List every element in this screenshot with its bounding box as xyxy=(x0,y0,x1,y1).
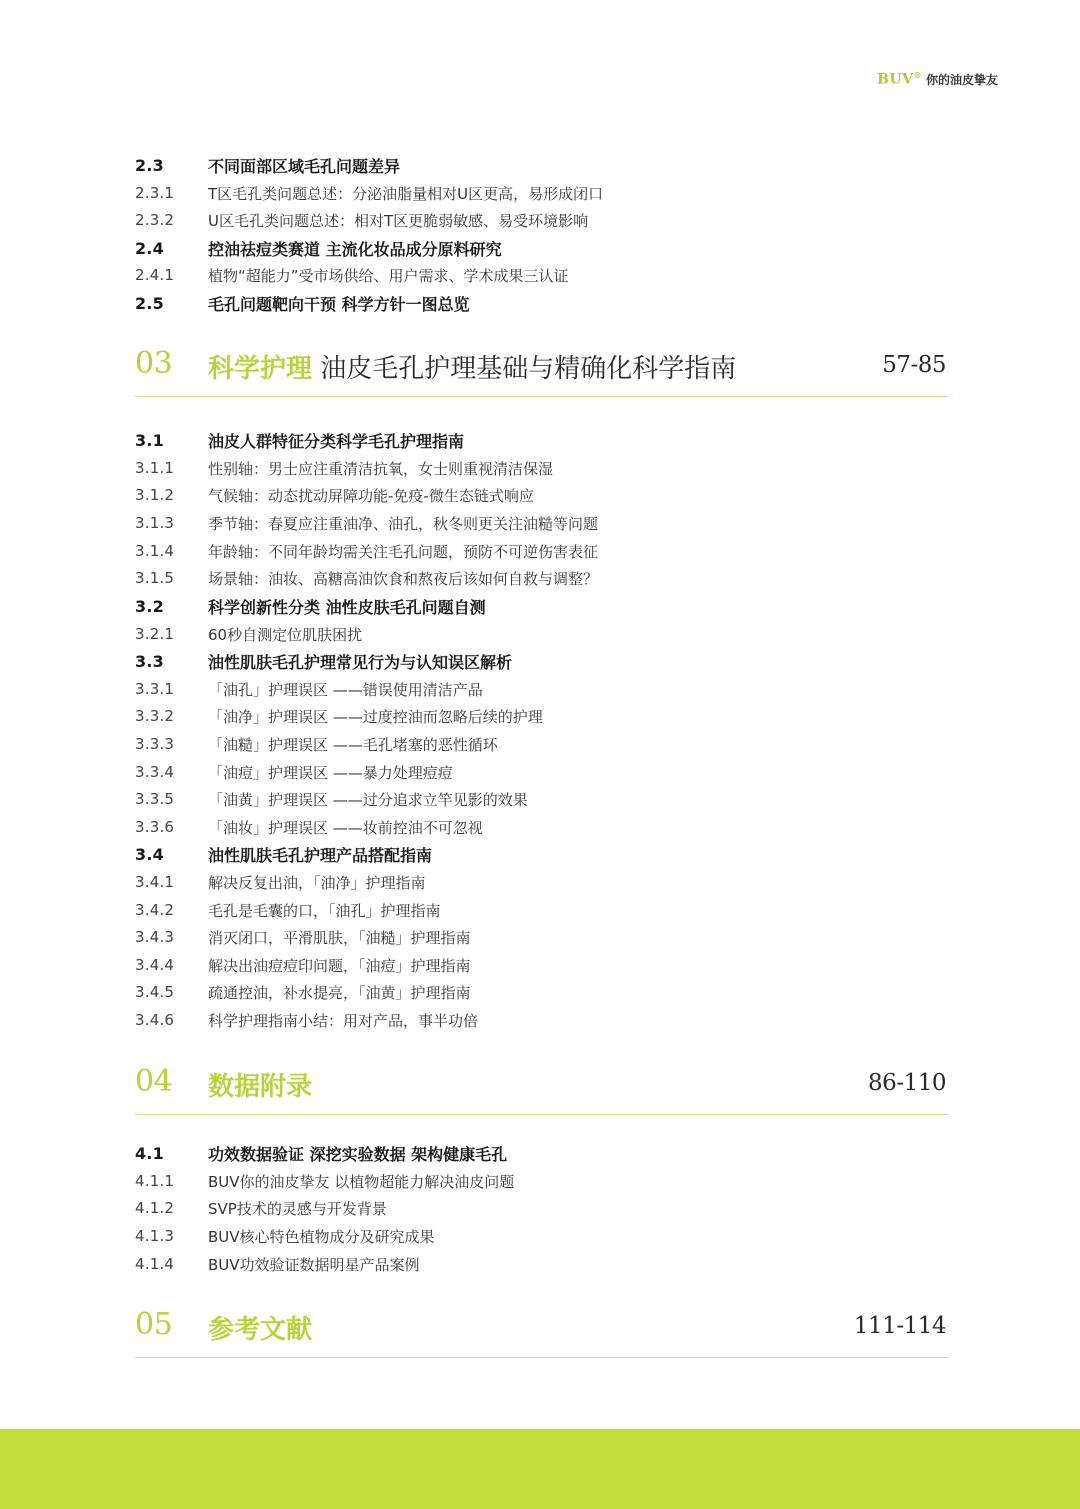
toc-subsection-title: 60秒自测定位肌肤困扰 xyxy=(208,625,363,644)
toc-section-title: 油皮人群特征分类科学毛孔护理指南 xyxy=(208,431,465,451)
chapter-heading-03 xyxy=(135,346,948,397)
toc-subsection xyxy=(135,620,362,648)
toc-subsection-title: 场景轴：油妆、高糖高油饮食和熬夜后该如何自救与调整？ xyxy=(208,569,599,588)
toc-subsection-number: 3.4.3 xyxy=(135,928,175,946)
toc-subsection-number: 3.4.6 xyxy=(135,1011,175,1029)
toc-subsection-title: 「油痘」护理误区 ——暴力处理痘痘 xyxy=(208,763,453,782)
toc-section-title: 油性肌肤毛孔护理产品搭配指南 xyxy=(208,845,433,865)
toc-subsection-title: BUV你的油皮挚友 以植物超能力解决油皮问题 xyxy=(208,1172,515,1191)
toc-subsection-number: 3.4.2 xyxy=(135,901,175,919)
chapter-page-range: 86-110 xyxy=(868,1070,946,1096)
toc-subsection xyxy=(135,730,498,758)
toc-subsection-title: 季节轴：春夏应注重油净、油孔，秋冬则更关注油糙等问题 xyxy=(208,514,599,533)
toc-section-title: 油性肌肤毛孔护理常见行为与认知误区解析 xyxy=(208,652,513,672)
toc-subsection xyxy=(135,454,553,482)
toc-subsection xyxy=(135,813,483,841)
toc-section-number: 4.1 xyxy=(135,1143,164,1163)
toc-subsection xyxy=(135,1222,435,1250)
toc-section xyxy=(135,647,512,675)
chapter-title-highlight: 科学护理 xyxy=(208,354,313,384)
toc-subsection-title: U区毛孔类问题总述：相对T区更脆弱敏感、易受环境影响 xyxy=(208,211,589,230)
toc-subsection-title: 解决出油痘痘印问题，「油痘」护理指南 xyxy=(208,956,471,975)
toc-section xyxy=(135,1139,507,1167)
toc-subsection-title: 疏通控油，补水提亮，「油黄」护理指南 xyxy=(208,983,471,1002)
brand-logo xyxy=(877,70,998,88)
toc-subsection-number: 3.3.1 xyxy=(135,680,175,698)
toc-subsection xyxy=(135,702,543,730)
chapter-number: 03 xyxy=(135,346,173,381)
toc-subsection-number: 3.3.4 xyxy=(135,763,175,781)
toc-subsection xyxy=(135,951,471,979)
toc-subsection-title: 毛孔是毛囊的口，「油孔」护理指南 xyxy=(208,901,441,920)
toc-subsection xyxy=(135,923,471,951)
chapter-title-highlight: 参考文献 xyxy=(208,1315,313,1345)
toc-section-number: 3.3 xyxy=(135,651,164,671)
brand-mark: BUV® xyxy=(877,70,922,88)
toc-subsection-title: 科学护理指南小结：用对产品，事半功倍 xyxy=(208,1011,479,1030)
toc-subsection-number: 3.3.5 xyxy=(135,790,175,808)
toc-subsection xyxy=(135,785,528,813)
toc-subsection-title: 「油净」护理误区 ——过度控油而忽略后续的护理 xyxy=(208,707,543,726)
toc-subsection xyxy=(135,868,426,896)
toc-subsection-number: 3.1.1 xyxy=(135,459,175,477)
toc-section-number: 3.2 xyxy=(135,596,164,616)
toc-section-title: 不同面部区域毛孔问题差异 xyxy=(208,156,401,176)
toc-subsection-number: 4.1.4 xyxy=(135,1255,175,1273)
chapter-page-range: 111-114 xyxy=(853,1313,946,1339)
chapter-heading-05 xyxy=(135,1307,948,1358)
toc-subsection xyxy=(135,1167,514,1195)
toc-subsection-number: 3.3.2 xyxy=(135,707,175,725)
toc-subsection xyxy=(135,537,598,565)
toc-section-number: 2.4 xyxy=(135,238,164,258)
toc-section-title: 科学创新性分类 油性皮肤毛孔问题自测 xyxy=(208,597,486,617)
toc-section xyxy=(135,234,502,262)
toc-subsection-title: 气候轴：动态扰动屏障功能-免疫-微生态链式响应 xyxy=(208,486,534,505)
toc-subsection-number: 3.3.6 xyxy=(135,818,175,836)
toc-subsection-number: 4.1.2 xyxy=(135,1199,175,1217)
toc-subsection-number: 2.3.1 xyxy=(135,184,175,202)
toc-subsection-title: T区毛孔类问题总述：分泌油脂量相对U区更高，易形成闭口 xyxy=(208,184,604,203)
toc-subsection-number: 3.1.4 xyxy=(135,542,175,560)
chapter-number: 04 xyxy=(135,1064,173,1099)
toc-section xyxy=(135,289,470,317)
toc-subsection-title: 年龄轴：不同年龄均需关注毛孔问题，预防不可逆伤害表征 xyxy=(208,542,599,561)
toc-subsection-number: 4.1.1 xyxy=(135,1172,175,1190)
toc-subsection xyxy=(135,261,569,289)
toc-section xyxy=(135,151,400,179)
toc-subsection-title: 「油妆」护理误区 ——妆前控油不可忽视 xyxy=(208,818,483,837)
toc-subsection xyxy=(135,564,598,592)
toc-subsection-title: 解决反复出油，「油净」护理指南 xyxy=(208,873,426,892)
toc-subsection xyxy=(135,758,453,786)
toc-subsection-title: 「油孔」护理误区 ——错误使用清洁产品 xyxy=(208,680,483,699)
chapter-heading-04 xyxy=(135,1064,948,1115)
toc-subsection-title: 消灭闭口，平滑肌肤，「油糙」护理指南 xyxy=(208,928,471,947)
toc-subsection xyxy=(135,978,471,1006)
toc-subsection xyxy=(135,509,598,537)
toc-subsection xyxy=(135,896,441,924)
toc-section xyxy=(135,840,432,868)
toc-section-number: 3.4 xyxy=(135,844,164,864)
toc-subsection-number: 4.1.3 xyxy=(135,1227,175,1245)
brand-tagline: 你的油皮挚友 xyxy=(925,72,998,87)
toc-subsection-title: 性别轴：男士应注重清洁抗氧，女士则重视清洁保湿 xyxy=(208,459,554,478)
chapter-title-highlight: 数据附录 xyxy=(208,1072,313,1102)
toc-subsection xyxy=(135,179,603,207)
chapter-title xyxy=(208,348,736,385)
toc-section-title: 控油祛痘类赛道 主流化妆品成分原料研究 xyxy=(208,239,502,259)
toc-section xyxy=(135,426,464,454)
toc-section xyxy=(135,592,486,620)
toc-section-number: 2.5 xyxy=(135,293,164,313)
toc-subsection-title: 「油糙」护理误区 ——毛孔堵塞的恶性循环 xyxy=(208,735,498,754)
toc-subsection-number: 3.4.1 xyxy=(135,873,175,891)
toc-subsection-title: BUV功效验证数据明星产品案例 xyxy=(208,1255,420,1274)
toc-subsection xyxy=(135,1194,387,1222)
toc-subsection-number: 2.3.2 xyxy=(135,211,175,229)
toc-subsection-number: 3.2.1 xyxy=(135,625,175,643)
toc-subsection-number: 3.4.5 xyxy=(135,983,175,1001)
toc-subsection xyxy=(135,1250,420,1278)
toc-subsection-number: 3.4.4 xyxy=(135,956,175,974)
chapter-title xyxy=(208,1309,312,1346)
toc-subsection-number: 3.1.3 xyxy=(135,514,175,532)
toc-subsection-title: BUV核心特色植物成分及研究成果 xyxy=(208,1227,435,1246)
toc-section-number: 2.3 xyxy=(135,155,164,175)
toc-section-title: 功效数据验证 深挖实验数据 架构健康毛孔 xyxy=(208,1144,508,1164)
toc-subsection xyxy=(135,481,534,509)
toc-subsection-title: SVP技术的灵感与开发背景 xyxy=(208,1199,387,1218)
chapter-title-rest: 油皮毛孔护理基础与精确化科学指南 xyxy=(312,354,737,384)
chapter-page-range: 57-85 xyxy=(882,352,946,378)
toc-subsection-number: 2.4.1 xyxy=(135,266,175,284)
footer-color-band xyxy=(0,1429,1080,1509)
chapter-title xyxy=(208,1066,312,1103)
toc-subsection-number: 3.1.2 xyxy=(135,486,175,504)
toc-subsection-title: 植物“超能力”受市场供给、用户需求、学术成果三认证 xyxy=(208,266,569,285)
toc-subsection-number: 3.1.5 xyxy=(135,569,175,587)
chapter-number: 05 xyxy=(135,1307,173,1342)
toc-section-title: 毛孔问题靶向干预 科学方针一图总览 xyxy=(208,294,470,314)
toc-subsection xyxy=(135,1006,478,1034)
toc-subsection-number: 3.3.3 xyxy=(135,735,175,753)
toc-subsection xyxy=(135,675,483,703)
toc-subsection xyxy=(135,206,588,234)
toc-section-number: 3.1 xyxy=(135,430,164,450)
toc-subsection-title: 「油黄」护理误区 ——过分追求立竿见影的效果 xyxy=(208,790,528,809)
